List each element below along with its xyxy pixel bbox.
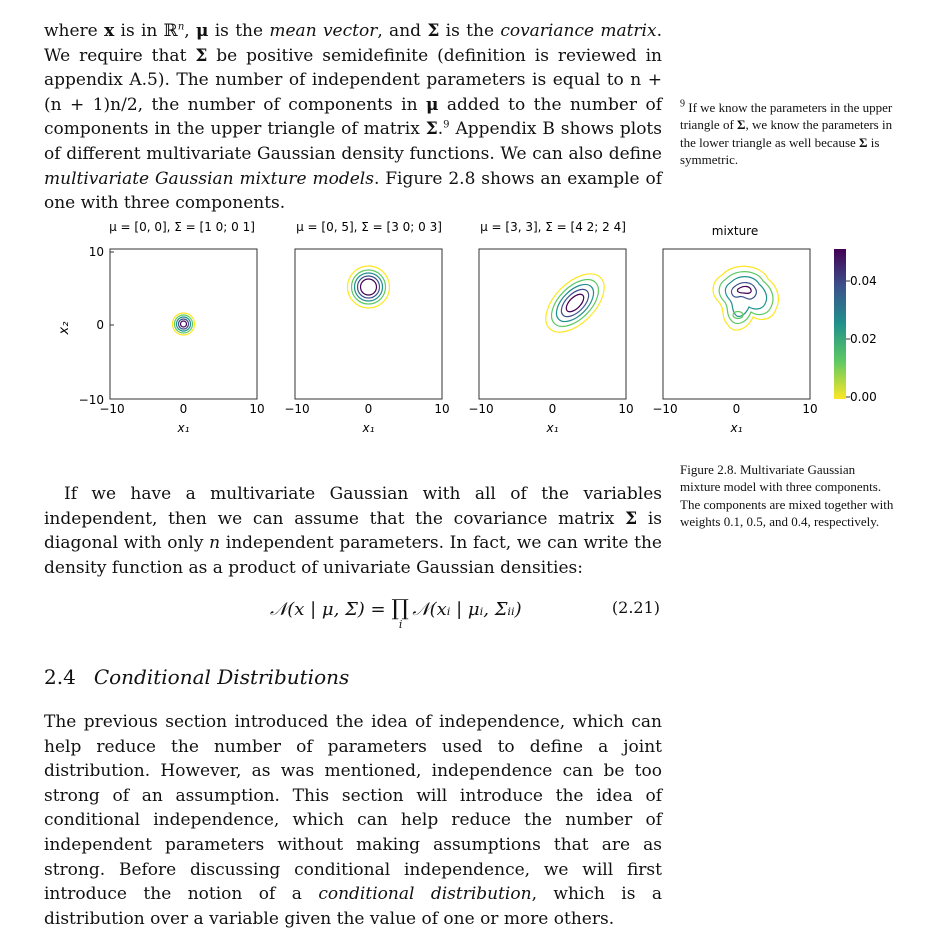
y-axis-label: x₂ [57,321,72,335]
x-tick: −10 [99,402,125,416]
panel-title: mixture [711,224,759,238]
term-mgmm: multivariate Gaussian mixture models [44,168,374,189]
panel-title: μ = [0, 5], Σ = [3 0; 0 3] [296,220,442,234]
x-tick: 0 [732,402,741,416]
equation-number: (2.21) [611,598,660,617]
term-mean-vector: mean vector [269,21,378,41]
panel-2 [284,220,449,435]
figure-mixture-plot [50,205,890,445]
panel-title: μ = [3, 3], Σ = [4 2; 2 4] [480,220,626,234]
x-axis-label: x₁ [730,421,743,435]
x-tick: −10 [468,402,494,416]
panel-4 [652,224,817,435]
x-tick: 0 [548,402,557,416]
x-tick: 10 [434,402,450,416]
y-tick: 0 [96,318,104,332]
contours [348,266,390,308]
term-covariance-matrix: covariance matrix [500,21,657,41]
colorbar-tick: 0.00 [850,390,877,404]
panel-title: μ = [0, 0], Σ = [1 0; 0 1] [109,220,255,234]
equation-2-21: 𝒩(x | μ, $\Sigma) = \prod_i𝒩(xᵢ$ | μᵢ, Σᵢᵢ) (2.21) [270,596,660,631]
y-tick: 10 [88,245,104,259]
colorbar-tick: 0.04 [850,274,877,288]
x-tick: 0 [364,402,373,416]
panel-3 [468,220,633,435]
x-tick: 10 [802,402,818,416]
x-axis-label: x₁ [546,421,559,435]
paragraph-conditional: The previous section introduced the idea of independence, which can help reduce the number of parameters used to define a joint distribution. However, as was mentioned, independence can be too strong of an assumption. This section will introduce the idea of conditional independence, which can help reduce the number of independent parameters without making assumptions that are as strong. Before discussing conditional independence, we will first introduce the notion of a conditional distribution, which is a distribution over a variable given the value of one or more others. [44,712,662,929]
paragraph-independent: If we have a multivariate Gaussian with all of the variables independent, then we can assume that the covariance matrix Σ is diagonal with only n independent parameters. In fact, we can write the density function as a product of univariate Gaussian densities: [44,484,662,578]
contours [535,263,614,342]
contours [713,266,778,330]
section-heading: 2.4 Conditional Distributions [44,665,350,689]
x-tick: 10 [249,402,265,416]
figure-caption: Figure 2.8. Multivariate Gaussian mixture model with three components. The components are mixed together with weights 0.1, 0.5, and 0.4, respectively. [680,462,894,530]
x-axis-label: x₁ [177,421,190,435]
colorbar-tick: 0.02 [850,332,877,346]
x-axis-label: x₁ [362,421,375,435]
x-tick: −10 [652,402,678,416]
contours [173,313,195,335]
x-tick: 10 [618,402,634,416]
x-tick: −10 [284,402,310,416]
panel-1 [99,220,264,435]
footnote-ref: 9 [443,119,450,131]
y-tick: −10 [78,393,104,407]
colorbar [834,249,877,404]
paragraph-intro: where x is in ℝ$^n$, μ is the mean vector, and Σ is the covariance matrix. We require that Σ be positive semidefinite (definition is reviewed in appendix A.5). The number of independent parameters is equal to n + (n + 1)n/2, the number of components in μ added to the number of components in the upper triangle of matrix Σ.$^9$ Appendix B shows plots of different multivariate Gaussian density functions. We can also define multivariate Gaussian mixture models. Figure 2.8 shows an example of one with three components. [44,21,662,214]
x-tick: 0 [179,402,188,416]
term-conditional-distribution: conditional distribution [318,884,532,905]
footnote: $^9$ If we know the parameters in the upper triangle of Σ, we know the parameters in the lower triangle as well because Σ is symmetric. [680,98,893,168]
